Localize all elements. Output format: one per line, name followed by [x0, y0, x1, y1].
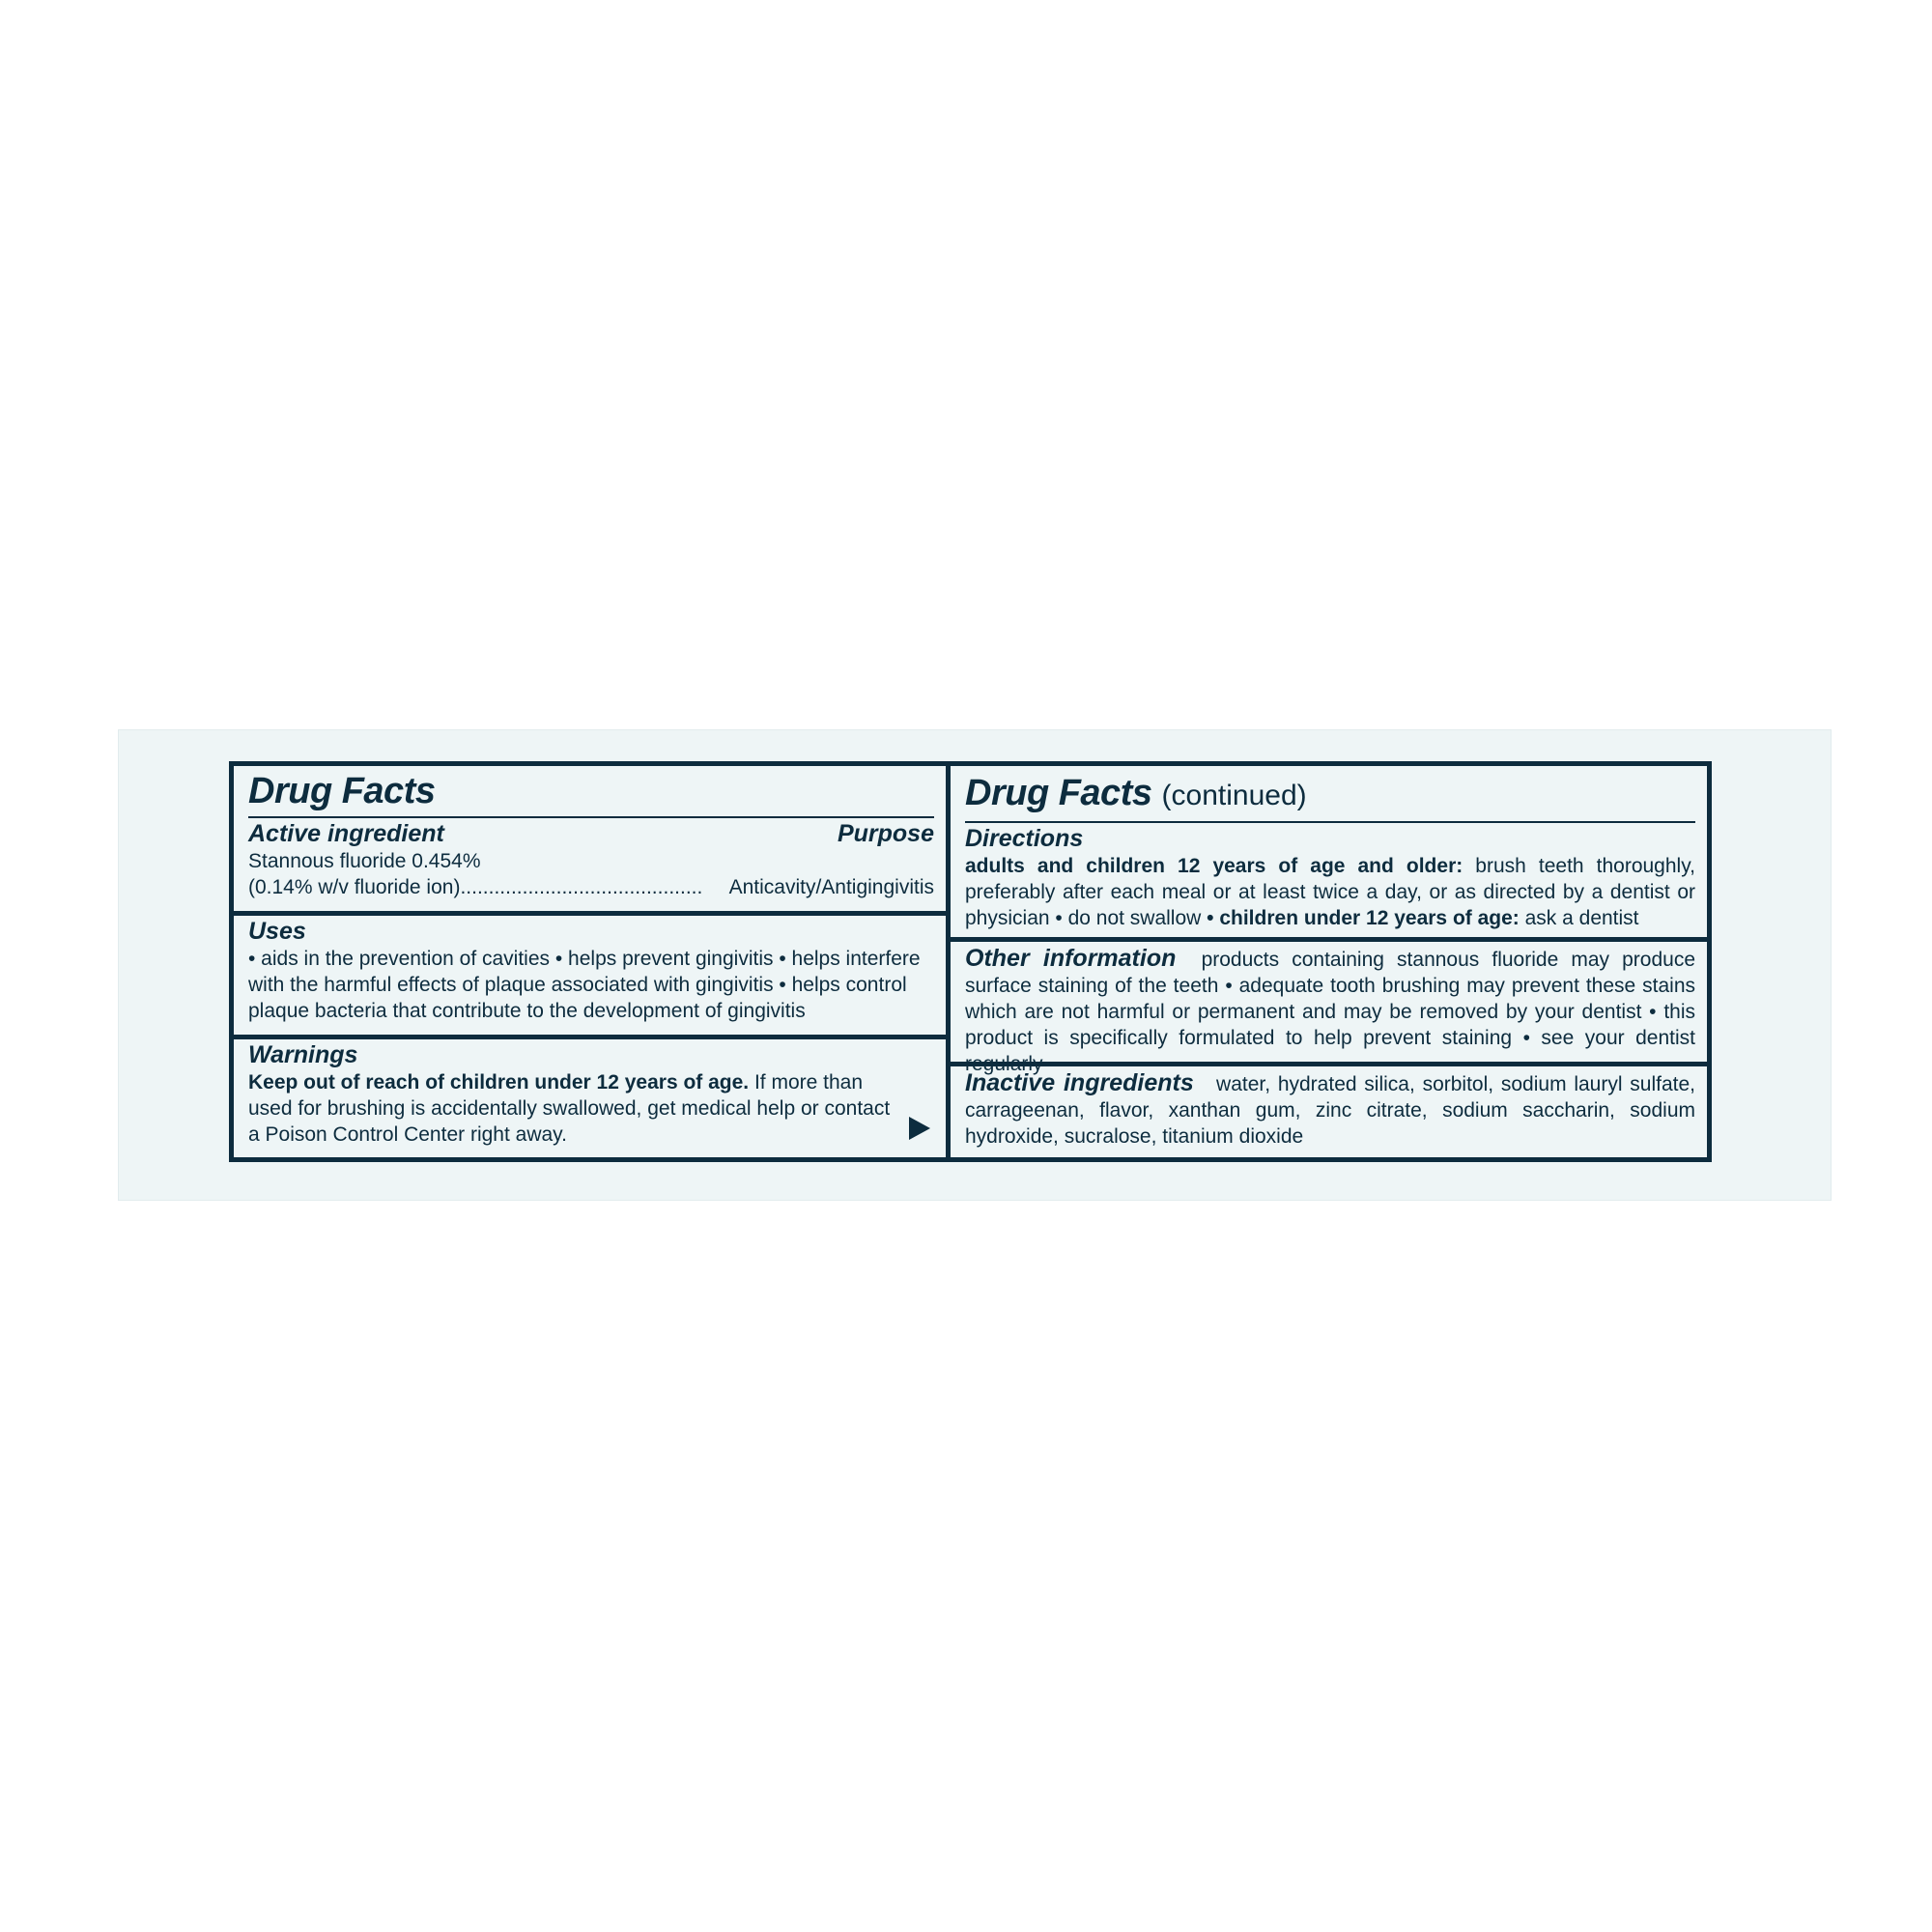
- active-heading-row: [248, 820, 934, 848]
- leader-dots: ...........................................: [460, 876, 703, 898]
- warnings-section: [234, 1041, 946, 1148]
- drug-facts-title-right: Drug Facts: [965, 773, 1152, 813]
- active-ingredient-line1: Stannous fluoride 0.454%: [248, 850, 481, 872]
- directions-section: [951, 772, 1707, 931]
- drug-facts-right-column: [951, 766, 1707, 1157]
- divider: [951, 1062, 1707, 1066]
- warnings-text: [248, 1069, 934, 1148]
- continued-label: (continued): [1161, 780, 1307, 811]
- warnings-heading: Warnings: [248, 1041, 358, 1068]
- inactive-ingredients-text: [965, 1070, 1695, 1150]
- uses-section: [234, 918, 946, 1024]
- other-information-body: products containing stannous fluoride may produce surface staining of the teeth • adequate tooth brushing may prevent these stains which are not harmful or permanent and may be removed by your dentist • this product is specifically formulated to help prevent staining • see your dentist: [965, 949, 1696, 1049]
- divider: [951, 937, 1707, 942]
- drug-facts-panel: [229, 761, 1712, 1162]
- other-information-heading: Other information: [965, 945, 1177, 972]
- directions-heading: Directions: [965, 825, 1084, 852]
- title-rule: [248, 816, 934, 818]
- title-rule: [965, 821, 1695, 823]
- purpose-heading: Purpose: [837, 820, 934, 847]
- inactive-ingredients-body: water, hydrated silica, sorbitol, sodium lauryl sulfate, carrageenan, flavor, xanthan gum, zinc citrate, sodium saccharin, sodium hydroxide, sucralose, titanium dioxide: [965, 1073, 1695, 1148]
- active-ingredient-section: [234, 770, 946, 900]
- play-arrow-icon: [909, 1117, 930, 1140]
- directions-text: [965, 853, 1695, 931]
- directions-body1: brush teeth thoroughly, preferably after each meal or at least twice a day, or as directed by a dentist or physician • do not swallow: [965, 855, 1695, 929]
- uses-heading: Uses: [248, 918, 306, 945]
- other-information-section: [951, 946, 1707, 1077]
- divider: [234, 911, 946, 916]
- warnings-body: If more than used for brushing is accidentally swallowed, get medical help or contact a Poison Control Center right away.: [248, 1071, 891, 1146]
- directions-bold-adults: adults and children 12 years of age and older:: [965, 855, 1463, 877]
- drug-facts-title: Drug Facts: [248, 771, 436, 811]
- drug-facts-continued-title: [965, 772, 1695, 817]
- drug-facts-left-column: [234, 766, 951, 1157]
- directions-body2: ask a dentist: [1519, 907, 1639, 929]
- inactive-ingredients-heading: Inactive ingredients: [965, 1069, 1194, 1096]
- uses-text: • aids in the prevention of cavities • helps prevent gingivitis • helps interfere with the harmful effects of plaque associated with gingivitis • helps control plaque bacteria that contribute to the development of gingivitis: [248, 948, 921, 1022]
- inactive-ingredients-section: [951, 1070, 1707, 1150]
- divider: [234, 1035, 946, 1039]
- active-ingredient-heading: Active ingredient: [248, 820, 444, 847]
- directions-bold-children: • children under 12 years of age:: [1207, 907, 1520, 929]
- active-ingredient-line2: [248, 874, 934, 900]
- warnings-bold: Keep out of reach of children under 12 years of age.: [248, 1071, 750, 1094]
- purpose-value: Anticavity/Antigingivitis: [728, 876, 934, 898]
- other-information-text: [965, 946, 1695, 1077]
- fluoride-ion-text: (0.14% w/v fluoride ion): [248, 876, 461, 898]
